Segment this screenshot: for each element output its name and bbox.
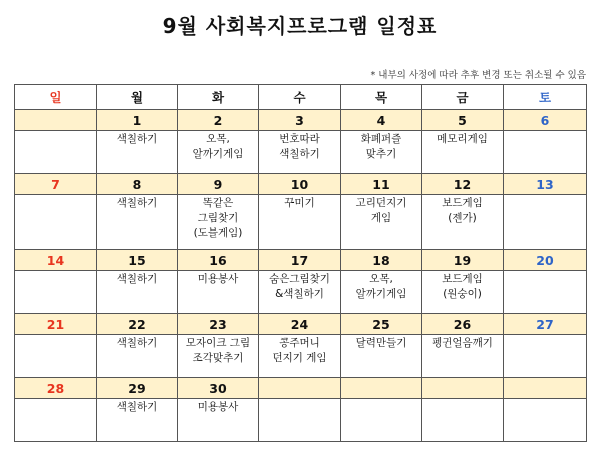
activity-text: 똑같은 [202,197,234,209]
activity-text: 오목, [369,273,393,285]
activity-text: 미용봉사 [197,273,239,285]
date-cell-mon: 22 [97,314,178,335]
calendar-table [14,84,587,442]
date-cell-thu [341,378,422,399]
activity-text: 색칠하기 [116,197,158,209]
date-cell-tue: 9 [178,174,259,195]
date-row [15,250,587,271]
date-cell-tue: 16 [178,250,259,271]
activity-cell-sat [504,195,587,250]
activity-text: 고리던지기 [355,197,407,209]
activity-cell-thu [341,131,422,174]
activity-cell-fri [422,399,504,442]
date-cell-tue: 2 [178,110,259,131]
date-cell-tue: 23 [178,314,259,335]
activity-text: 화폐퍼즐 [360,133,402,145]
date-cell-mon: 8 [97,174,178,195]
date-row [15,314,587,335]
activity-text: 알까기게임 [192,148,244,160]
activity-text: (젠가) [448,212,477,224]
activity-cell-tue [178,399,259,442]
date-cell-mon: 1 [97,110,178,131]
weekday-header-row [15,85,587,110]
activity-text: (원숭이) [443,288,482,300]
date-cell-wed: 10 [259,174,341,195]
activity-text: 보드게임 [442,273,483,285]
activity-text: 게임 [370,212,392,224]
activity-row [15,131,587,174]
activity-text: 오목, [206,133,230,145]
activity-cell-fri [422,131,504,174]
activity-cell-sun [15,195,97,250]
date-cell-mon: 15 [97,250,178,271]
activity-cell-wed [259,399,341,442]
date-cell-fri: 12 [422,174,504,195]
activity-cell-thu [341,271,422,314]
activity-text: 색칠하기 [279,148,320,160]
activity-cell-sun [15,271,97,314]
activity-cell-sat [504,271,587,314]
activity-cell-fri [422,271,504,314]
activity-cell-wed [259,271,341,314]
date-cell-sat: 13 [504,174,587,195]
date-row [15,174,587,195]
date-cell-mon: 29 [97,378,178,399]
activity-cell-thu [341,195,422,250]
activity-text: 색칠하기 [116,401,158,413]
activity-text: 달력만들기 [355,337,407,349]
date-cell-sun [15,110,97,131]
activity-cell-fri [422,195,504,250]
date-cell-sat: 6 [504,110,587,131]
date-cell-sat: 27 [504,314,587,335]
date-row [15,110,587,131]
activity-text: 숨은그림찾기 [269,273,330,285]
activity-cell-wed [259,131,341,174]
date-cell-sun: 14 [15,250,97,271]
date-cell-wed: 17 [259,250,341,271]
activity-text: 보드게임 [442,197,483,209]
activity-text: 콩주머니 [279,337,320,349]
schedule-note: * 내부의 사정에 따라 추후 변경 또는 취소될 수 있음 [370,70,586,81]
activity-cell-thu [341,399,422,442]
activity-cell-tue [178,335,259,378]
activity-cell-tue [178,131,259,174]
activity-text: &색칠하기 [275,288,324,300]
date-cell-wed: 24 [259,314,341,335]
activity-text: 그림찾기 [197,212,239,224]
activity-row [15,399,587,442]
activity-cell-tue [178,195,259,250]
activity-cell-mon [97,399,178,442]
date-cell-wed: 3 [259,110,341,131]
activity-text: 모자이크 그림 [185,337,251,349]
date-cell-thu: 4 [341,110,422,131]
activity-text: 색칠하기 [116,273,158,285]
date-cell-fri [422,378,504,399]
activity-text: 미용봉사 [197,401,239,413]
activity-row [15,335,587,378]
date-cell-fri: 5 [422,110,504,131]
page-title: 9월 사회복지프로그램 일정표 [162,14,438,38]
activity-cell-mon [97,131,178,174]
date-cell-tue: 30 [178,378,259,399]
weekday-sat: 토 [504,85,587,110]
activity-text: 색칠하기 [116,337,158,349]
date-cell-fri: 19 [422,250,504,271]
activity-cell-sat [504,131,587,174]
activity-cell-mon [97,195,178,250]
activity-cell-sat [504,335,587,378]
activity-row [15,271,587,314]
activity-text: 맞추기 [365,148,397,160]
date-cell-sun: 21 [15,314,97,335]
date-cell-sun: 28 [15,378,97,399]
activity-cell-fri [422,335,504,378]
activity-text: 알까기게임 [355,288,407,300]
weekday-wed: 수 [259,85,341,110]
date-cell-wed [259,378,341,399]
activity-text: 번호따라 [279,133,320,145]
activity-cell-sun [15,131,97,174]
activity-text: 메모리게임 [437,133,488,145]
date-cell-sat: 20 [504,250,587,271]
date-cell-thu: 25 [341,314,422,335]
activity-text: 던지기 게임 [272,352,327,364]
activity-cell-thu [341,335,422,378]
weekday-sun: 일 [15,85,97,110]
date-row [15,378,587,399]
activity-text: (도블게임) [193,227,243,239]
activity-text: 꾸미기 [284,197,315,209]
activity-cell-wed [259,335,341,378]
activity-text: 펭귄얼음깨기 [432,337,493,349]
weekday-fri: 금 [422,85,504,110]
activity-cell-mon [97,271,178,314]
date-cell-sat [504,378,587,399]
activity-cell-mon [97,335,178,378]
weekday-tue: 화 [178,85,259,110]
activity-text: 조각맞추기 [192,352,244,364]
activity-cell-sat [504,399,587,442]
activity-cell-sun [15,335,97,378]
activity-cell-tue [178,271,259,314]
weekday-thu: 목 [341,85,422,110]
activity-cell-sun [15,399,97,442]
activity-row [15,195,587,250]
activity-cell-wed [259,195,341,250]
activity-text: 색칠하기 [116,133,158,145]
date-cell-fri: 26 [422,314,504,335]
date-cell-thu: 11 [341,174,422,195]
date-cell-thu: 18 [341,250,422,271]
weekday-mon: 월 [97,85,178,110]
date-cell-sun: 7 [15,174,97,195]
